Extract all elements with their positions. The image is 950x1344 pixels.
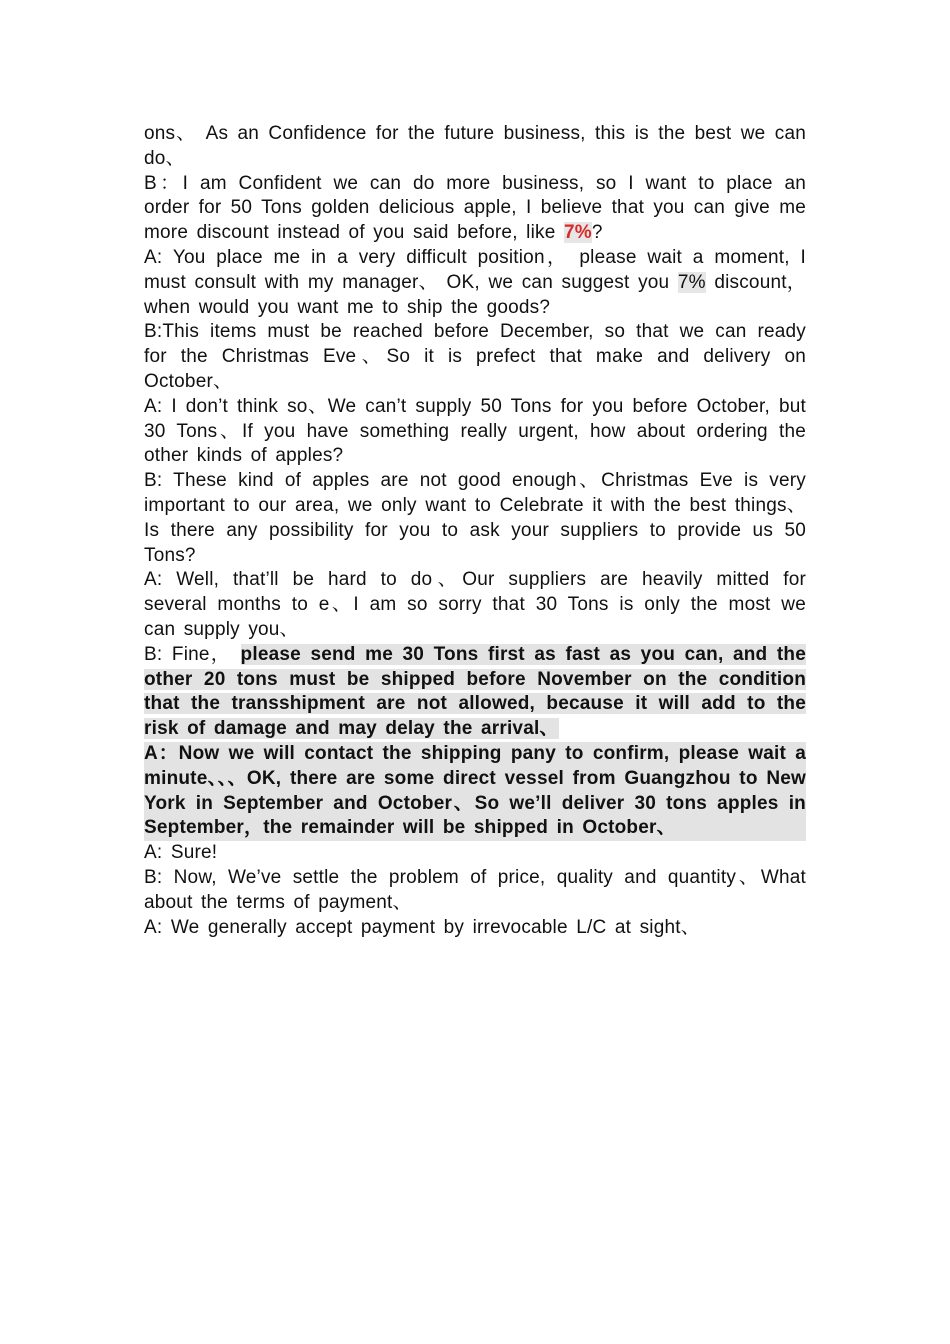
paragraph-2 [144, 172, 806, 246]
paragraph-8-text: B: Fine， [144, 643, 231, 665]
paragraph-8 [144, 643, 806, 742]
fine-highlight: please send me 30 Tons first as fast as you can, and the other 20 tons must be shipped before November on the condition that the transshipment are not allowed, because it will add to the risk of damage and may delay the arrival、 [144, 643, 806, 740]
paragraph-10: A: Sure! [144, 842, 218, 864]
paragraph-3 [144, 246, 806, 320]
paragraph-11: B: Now, We’ve settle the problem of price, quality and quantity、What about the terms of payment、 [144, 866, 806, 913]
discount-highlight: 7% [563, 222, 592, 244]
paragraph-9: A：Now we will contact the shipping pany to confirm, please wait a minute、、、OK, there are some direct vessel from Guangzhou to New York in September and October、So we’ll deliver 30 tons apples in September，the remainder will be shipped in October、 [144, 742, 806, 841]
paragraph-3-tail: discount， when would you want me to ship the goods? [144, 271, 807, 318]
paragraph-5: A: I don’t think so、We can’t supply 50 Tons for you before October, but 30 Tons、If you have something really urgent, how about ordering the other kinds of apples? [144, 395, 806, 467]
paragraph-3-text: A: You place me in a very difficult position， please wait a moment, I must consult with my manager、 OK, we can suggest you [144, 246, 806, 293]
paragraph-7: A: Well, that’ll be hard to do、Our suppliers are heavily mitted for several months to e、I am so sorry that 30 Tons is only the most we can supply you、 [144, 569, 806, 640]
question-mark: ? [591, 222, 603, 244]
paragraph-12: A: We generally accept payment by irrevocable L/C at sight、 [144, 916, 700, 938]
paragraph-6: B: These kind of apples are not good enough、Christmas Eve is very important to our area, we only want to Celebrate it with the best things、Is there any possibility for you to ask your suppliers to provide us 50 Tons? [144, 470, 806, 566]
document-page [144, 122, 806, 940]
paragraph-2-text: B：I am Confident we can do more business, so I want to place an order for 50 Tons golden delicious apple, I believe that you can give me more discount instead of you said before, like [144, 172, 806, 244]
paragraph-4: B:This items must be reached before December, so that we can ready for the Christmas Eve、So it is prefect that make and delivery on October、 [144, 321, 806, 392]
paragraph-1: ons、 As an Confidence for the future business, this is the best we can do、 [144, 123, 806, 169]
discount-plain: 7% [677, 271, 706, 293]
